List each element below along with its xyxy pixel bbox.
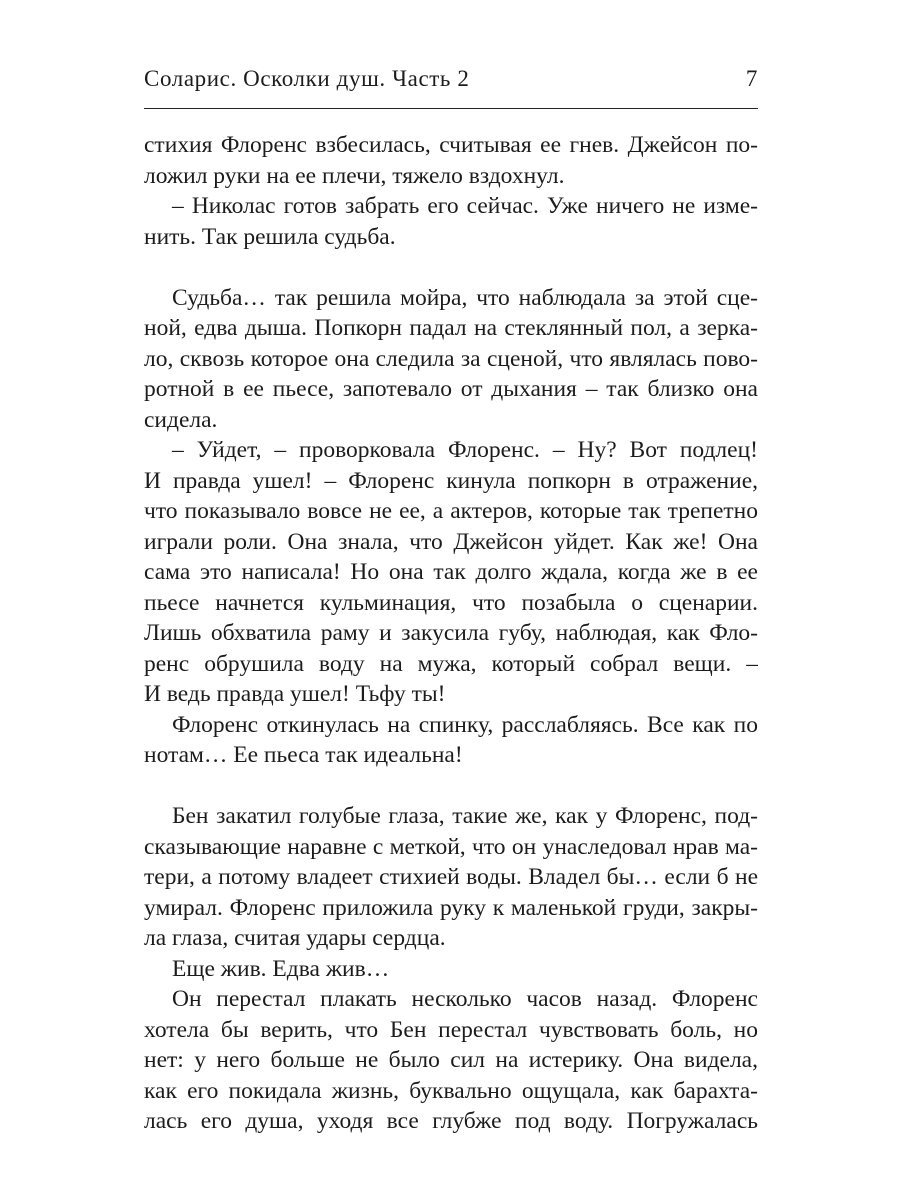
- running-header: [144, 66, 758, 109]
- text-line: Лишь обхватила раму и закусила губу, наблюдая, как Фло-: [144, 620, 758, 646]
- text-line: умирал. Флоренс приложила руку к маленькой груди, закры-: [144, 894, 758, 921]
- text-line: нет: у него больше не было сил на истерику. Она видела,: [144, 1047, 758, 1073]
- text-line: – Николас готов забрать его сейчас. Уже ничего не изме-: [172, 193, 758, 219]
- text-line: пьесе начнется кульминация, что позабыла о сценарии.: [144, 589, 758, 616]
- text-line: Флоренс откинулась на спинку, расслабляясь. Все как по: [172, 711, 758, 738]
- text-line: ротной в ее пьесе, запотевало от дыхания – так близко она: [144, 376, 758, 402]
- text-line: сама это написала! Но она так долго ждала, когда же в ее: [144, 559, 758, 585]
- text-line: тери, а потому владеет стихией воды. Владел бы… если б не: [144, 864, 758, 890]
- text-line: лась его душа, уходя все глубже под воду. Погружалась: [144, 1108, 758, 1134]
- text-line: как его покидала жизнь, буквально ощущала, как барахта-: [144, 1077, 758, 1104]
- text-line: И правда ушел! – Флоренс кинула попкорн в отражение,: [144, 467, 758, 494]
- running-title: Соларис. Осколки душ. Часть 2: [144, 66, 470, 91]
- text-line: ла глаза, считая удары сердца.: [144, 925, 446, 951]
- text-line: И ведь правда ушел! Тьфу ты!: [144, 681, 446, 707]
- text-line: ло, сквозь которое она следила за сценой, что являлась пово-: [144, 345, 758, 372]
- text-line: нотам… Ее пьеса так идеальна!: [144, 742, 463, 768]
- text-line: ренс обрушила воду на мужа, который собрал вещи. –: [144, 650, 758, 677]
- text-line: сидела.: [144, 406, 218, 433]
- text-line: Он перестал плакать несколько часов назад. Флоренс: [172, 986, 758, 1012]
- text-line: стихия Флоренс взбесилась, считывая ее гнев. Джейсон по-: [144, 132, 758, 158]
- text-line: играли роли. Она знала, что Джейсон уйдет. Как же! Она: [144, 528, 758, 555]
- text-line: Еще жив. Едва жив…: [172, 955, 390, 982]
- section-break: [144, 252, 758, 283]
- text-line: Судьба… так решила мойра, что наблюдала за этой сце-: [172, 284, 758, 311]
- text-line: хотела бы верить, что Бен перестал чувствовать боль, но: [144, 1016, 758, 1043]
- body-text: [144, 130, 758, 1137]
- text-line: что показывало вовсе не ее, а актеров, которые так трепетно: [144, 498, 758, 524]
- text-line: ложил руки на ее плечи, тяжело вздохнул.: [144, 162, 565, 189]
- text-line: – Уйдет, – проворковала Флоренс. – Ну? Вот подлец!: [172, 437, 758, 463]
- text-line: нить. Так решила судьба.: [144, 223, 396, 250]
- text-line: Бен закатил голубые глаза, такие же, как у Флоренс, под-: [172, 803, 758, 829]
- section-break: [144, 771, 758, 802]
- page-number: 7: [745, 66, 758, 91]
- text-line: ной, едва дыша. Попкорн падал на стеклянный пол, а зерка-: [144, 315, 758, 341]
- text-line: сказывающие наравне с меткой, что он унаследовал нрав ма-: [144, 833, 758, 860]
